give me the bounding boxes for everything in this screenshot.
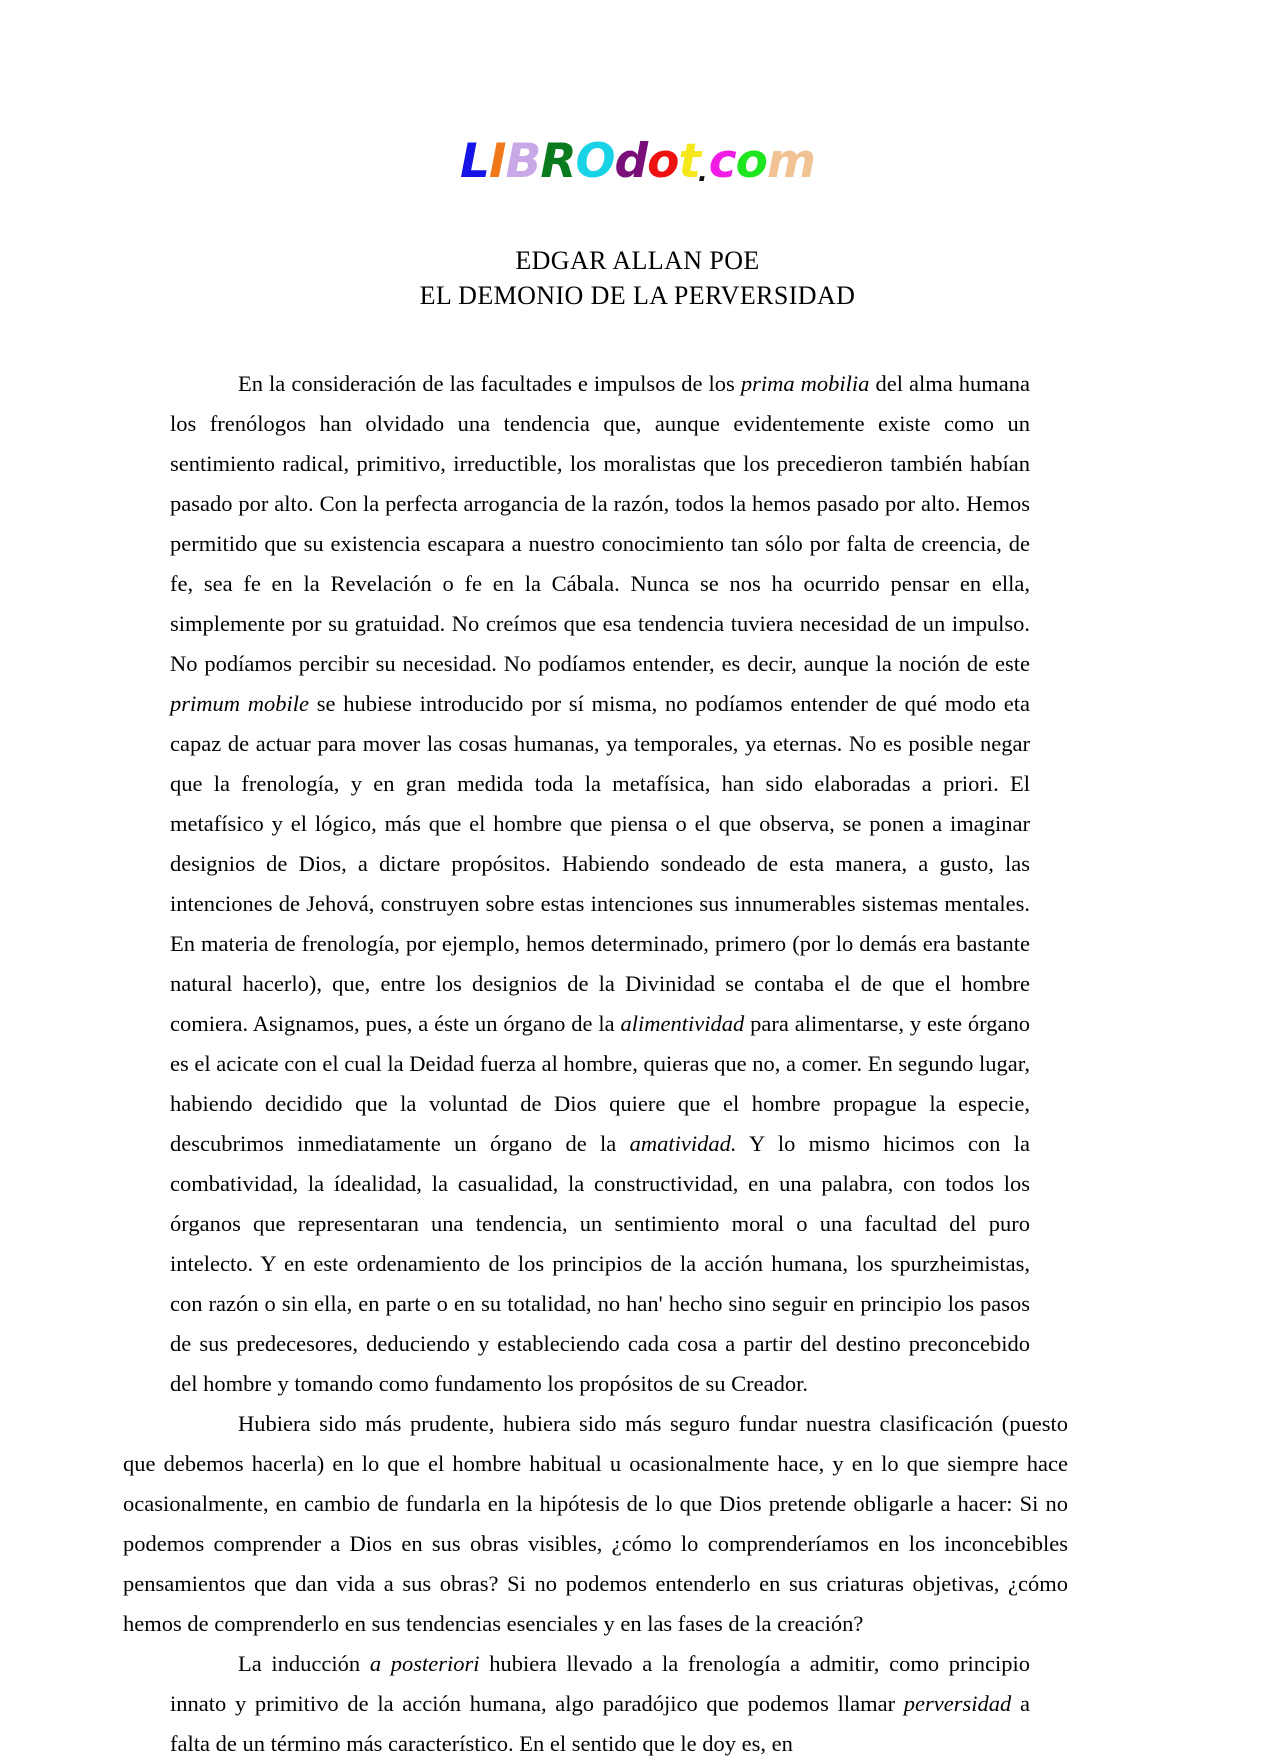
body-text-run: Y lo mismo hicimos con la combatividad, la ídealidad, la casualidad, la constructividad, en una palabra, con todos los órganos que representaran una tendencia, un sentimiento moral o una facultad del puro intelecto. Y en este ordenamiento de los principios de la acción humana, los spurzheimistas, con razón o sin ella, en parte o en su totalidad, no han' hecho sino seguir en principio los pasos de sus predecesores, deduciendo y estableciendo cada cosa a partir del destino preconcebido del hombre y tomando como fundamento los propósitos de su Creador. <box>170 1131 1030 1396</box>
body-paragraph-p2 <box>123 1404 1068 1644</box>
body-text-run: a falta de un término más característico. En el sentido que le doy es, en <box>170 1691 1030 1756</box>
librodot-logo <box>460 134 815 189</box>
body-text-run: La inducción <box>238 1651 370 1676</box>
logo-suffix-letter-0: c <box>708 134 736 189</box>
document-body <box>123 364 1068 1764</box>
document-title-block <box>0 243 1275 313</box>
emphasis-text: alimentividad <box>620 1011 745 1036</box>
logo-suffix-letter-1: o <box>735 134 767 189</box>
logo-letter-2: B <box>505 134 541 189</box>
logo-letter-4: O <box>575 134 615 189</box>
body-paragraph-p3 <box>170 1644 1030 1764</box>
emphasis-text: primum mobile <box>170 691 309 716</box>
body-text-run: En la consideración de las facultades e impulsos de los <box>238 371 741 396</box>
logo-letter-0: L <box>460 134 489 189</box>
logo-suffix-letter-2: m <box>766 134 815 189</box>
emphasis-text: prima mobilia <box>740 371 870 396</box>
body-text-run: del alma humana los frenólogos han olvidado una tendencia que, aunque evidentemente existe como un sentimiento radical, primitivo, irreductible, los moralistas que los precedieron también habían pasado por alto. Con la perfecta arrogancia de la razón, todos la hemos pasado por alto. Hemos permitido que su existencia escapara a nuestro conocimiento tan sólo por falta de creencia, de fe, sea fe en la Revelación o fe en la Cábala. Nunca se nos ha ocurrido pensar en ella, simplemente por su gratuidad. No creímos que esa tendencia tuviera necesidad de un impulso. No podíamos percibir su necesidad. No podíamos entender, es decir, aunque la noción de este <box>170 371 1030 676</box>
logo-letter-6: o <box>647 134 679 189</box>
site-logo-container <box>0 134 1275 189</box>
body-paragraph-p1 <box>170 364 1030 1404</box>
logo-letter-3: R <box>540 134 576 189</box>
body-text-run: para alimentarse, y este órgano es el acicate con el cual la Deidad fuerza al hombre, quieras que no, a comer. En segundo lugar, habiendo decidido que la voluntad de Dios quiere que el hombre propague la especie, descubrimos inmediatamente un órgano de la <box>170 1011 1030 1156</box>
work-title: EL DEMONIO DE LA PERVERSIDAD <box>419 281 856 310</box>
body-text-run: Hubiera sido más prudente, hubiera sido más seguro fundar nuestra clasificación (puesto que debemos hacerla) en lo que el hombre habitual u ocasionalmente hace, y en lo que siempre hace ocasionalmente, en cambio de fundarla en la hipótesis de lo que Dios pretende obligarle a hacer: Si no podemos comprender a Dios en sus obras visibles, ¿cómo lo comprenderíamos en los inconcebibles pensamientos que dan vida a sus obras? Si no podemos entenderlo en sus criaturas objetivas, ¿cómo hemos de comprenderlo en sus tendencias esenciales y en las fases de la creación? <box>123 1411 1068 1636</box>
logo-letter-1: I <box>488 134 506 189</box>
emphasis-text: a posteriori <box>369 1651 480 1676</box>
logo-letter-5: d <box>614 134 648 189</box>
logo-dot-separator: . <box>697 158 707 188</box>
logo-letter-7: t <box>678 134 700 189</box>
emphasis-text: perversidad <box>903 1691 1012 1716</box>
author-name: EDGAR ALLAN POE <box>515 246 760 275</box>
body-text-run: se hubiese introducido por sí misma, no podíamos entender de qué modo eta capaz de actuar para mover las cosas humanas, ya temporales, ya eternas. No es posible negar que la frenología, y en gran medida toda la metafísica, han sido elaboradas a priori. El metafísico y el lógico, más que el hombre que piensa o el que observa, se ponen a imaginar designios de Dios, a dictare propósitos. Habiendo sondeado de esta manera, a gusto, las intenciones de Jehová, construyen sobre estas intenciones sus innumerables sistemas mentales. En materia de frenología, por ejemplo, hemos determinado, primero (por lo demás era bastante natural hacerlo), que, entre los designios de la Divinidad se contaba el de que el hombre comiera. Asignamos, pues, a éste un órgano de la <box>170 691 1030 1036</box>
body-text-run: hubiera llevado a la frenología a admitir, como principio innato y primitivo de la acción humana, algo paradójico que podemos llamar <box>170 1651 1030 1716</box>
emphasis-text: amatividad. <box>629 1131 737 1156</box>
